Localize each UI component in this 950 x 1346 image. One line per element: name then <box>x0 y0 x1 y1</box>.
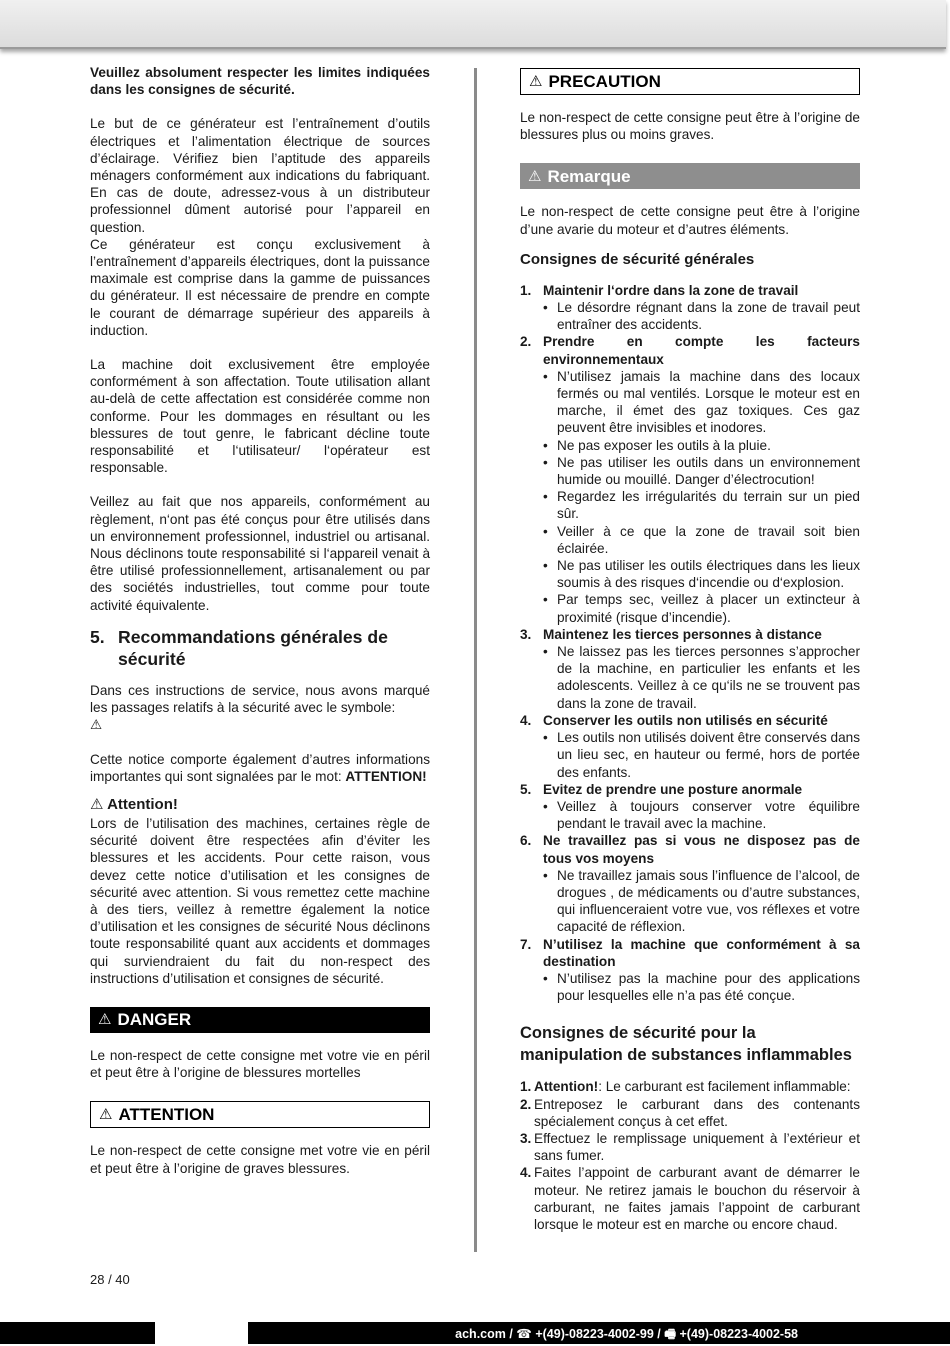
sub-item <box>543 970 860 1004</box>
section-title: Recommandations générales de sécurité <box>118 626 388 669</box>
list-number: 1. <box>520 282 532 298</box>
flammable-text <box>534 1078 860 1095</box>
flammable-text <box>534 1164 860 1233</box>
flammable-item <box>520 1078 860 1095</box>
sub-item-text: N’utilisez pas la machine pour des applications pour lesquelles elle n’a pas été conçue. <box>557 970 860 1004</box>
list-number: 4. <box>520 712 532 728</box>
warning-icon: ⚠ <box>528 167 542 185</box>
bullet-icon: • <box>543 523 548 539</box>
warning-symbol-icon: ⚠ <box>90 717 103 733</box>
flammable-body: : Le carburant est facilement inflammable: <box>598 1079 851 1095</box>
list-number: 7. <box>520 936 532 952</box>
warning-icon: ⚠ <box>90 795 108 813</box>
danger-label: DANGER <box>117 1010 192 1030</box>
warning-icon: ⚠ <box>529 72 543 90</box>
footer-contact: ach.com / ☎ +(49)-08223-4002-99 / 🖷 +(49)-08223-4002-58 <box>455 1327 798 1341</box>
bullet-icon: • <box>543 970 548 986</box>
sub-item <box>543 729 860 781</box>
list-item <box>520 712 860 781</box>
sub-item <box>543 368 860 437</box>
bullet-icon: • <box>543 300 548 316</box>
flammable-bold: Attention! <box>534 1079 599 1095</box>
section-heading <box>90 626 430 670</box>
list-number: 6. <box>520 833 532 849</box>
list-number: 5. <box>520 781 532 797</box>
danger-text: Le non-respect de cette consigne met votre vie en péril et peut être à l’origine de blessures mortelles <box>90 1047 430 1081</box>
list-item-title: N’utilisez la machine que conformément à sa destination <box>543 936 860 969</box>
sub-item-text: Les outils non utilisés doivent être conservés dans un lieu sec, en hauteur ou fermé, hors de portée des enfants. <box>557 730 861 780</box>
sub-item <box>543 488 860 522</box>
sub-item-text: Le désordre régnant dans la zone de travail peut entraîner des accidents. <box>557 300 860 333</box>
danger-box <box>90 1007 430 1033</box>
flammable-title: Consignes de sécurité pour la manipulation de substances inflammables <box>520 1024 852 1065</box>
bullet-icon: • <box>543 730 548 746</box>
sub-item-text: Ne pas utiliser les outils dans un environnement humide ou mouillé. Danger d’électrocution! <box>557 454 860 488</box>
list-number: 3. <box>520 626 532 642</box>
section-number: 5. <box>90 626 105 647</box>
attention-text: Le non-respect de cette consigne met votre vie en péril et peut être à l’origine de graves blessures. <box>90 1143 430 1176</box>
list-item-title: Maintenez les tierces personnes à distance <box>543 626 822 642</box>
general-title: Consignes de sécurité générales <box>520 250 755 268</box>
remarque-label: Remarque <box>547 166 631 186</box>
attention-label: ATTENTION <box>118 1105 215 1125</box>
flammable-body: Effectuez le remplissage uniquement à l’extérieur et sans fumer. <box>534 1130 860 1164</box>
list-item-title: Ne travaillez pas si vous ne disposez pas de tous vos moyens <box>543 833 860 866</box>
sub-item <box>543 643 860 712</box>
list-item-title: Maintenir l‘ordre dans la zone de travail <box>543 282 799 298</box>
left-column <box>90 64 430 1177</box>
flammable-number: 1. <box>520 1079 532 1095</box>
flammable-item <box>520 1130 860 1164</box>
bullet-icon: • <box>543 368 548 384</box>
sub-item-text: Ne travaillez jamais sous l’influence de l’alcool, de drogues , de médicaments ou d’autre substances, qui influenceraient votre vue, vos réflexes et votre capacité de réflexion. <box>557 867 860 935</box>
precaution-box <box>520 68 860 95</box>
sub-item <box>543 437 860 454</box>
paragraph-symbol: Dans ces instructions de service, nous avons marqué les passages relatifs à la sécurité avec le symbole: <box>90 682 430 716</box>
bullet-icon: • <box>543 592 548 608</box>
attention-title: Attention! <box>107 795 178 813</box>
flammable-number: 2. <box>520 1096 532 1112</box>
intro-bold: Veuillez absolument respecter les limites indiquées dans les consignes de sécurité. <box>90 65 430 98</box>
list-item <box>520 626 860 712</box>
paragraph-purpose: Le but de ce générateur est l’entraînement d’outils électriques et l’alimentation électrique de sources d’éclairage. Vérifiez bien l’aptitude des appareils ménagers conformément aux indications du fabriquant. En cas de doute, adressez-vous à un distributeur professionnel dûment autorisé pour l’appareil en question. <box>90 116 430 235</box>
flammable-item <box>520 1164 860 1233</box>
sub-item <box>543 454 860 488</box>
bullet-icon: • <box>543 867 548 883</box>
paragraph-attention-word <box>90 751 430 785</box>
list-item <box>520 781 860 833</box>
flammable-body: Entreposez le carburant dans des contenants spécialement conçus à cet effet. <box>534 1096 860 1129</box>
list-item <box>520 936 860 1005</box>
list-item <box>520 333 860 625</box>
flammable-item <box>520 1096 860 1130</box>
attention-box <box>90 1101 430 1128</box>
list-item-title: Prendre en compte les facteurs environnementaux <box>543 334 860 367</box>
bullet-icon: • <box>543 644 548 660</box>
bullet-icon: • <box>543 798 548 814</box>
bullet-icon: • <box>543 489 548 505</box>
flammable-list <box>520 1078 860 1233</box>
flammable-text <box>534 1096 860 1130</box>
attention-word-text: Cette notice comporte également d’autres informations importantes qui sont signalées par le mot: <box>90 751 430 784</box>
footer-gap <box>155 1322 248 1344</box>
sub-item-text: Regardez les irrégularités du terrain sur un pied sûr. <box>557 489 860 522</box>
sub-item-text: Par temps sec, veillez à placer un extincteur à proximité (risque d’incendie). <box>557 592 860 625</box>
warning-icon: ⚠ <box>98 1011 112 1029</box>
warning-icon: ⚠ <box>99 1106 113 1124</box>
page-number: 28 / 40 <box>90 1272 130 1287</box>
paragraph-professional: Veillez au fait que nos appareils, conformément au règlement, n‘ont pas été conçus pour être utilisés dans un environnement professionnel, industriel ou artisanal. Nous déclinons toute responsabilité si l‘appareil venait à être utilisé professionnellement, artisanalement ou par des sociétés industrielles, tout comme pour toute activité équivalente. <box>90 494 430 613</box>
list-item-title: Evitez de prendre une posture anormale <box>543 781 803 797</box>
header-bar <box>0 0 946 49</box>
remarque-box <box>520 163 860 189</box>
bullet-icon: • <box>543 558 548 574</box>
bullet-icon: • <box>543 454 548 470</box>
list-item <box>520 832 860 935</box>
sub-item <box>543 591 860 625</box>
right-column <box>520 64 860 1233</box>
sub-item <box>543 299 860 333</box>
precaution-label: PRECAUTION <box>548 71 661 91</box>
sub-item-text: Ne pas exposer les outils à la pluie. <box>557 437 771 453</box>
attention-heading <box>90 795 430 815</box>
sub-item-text: Ne pas utiliser les outils électriques dans les lieux soumis à des risques d‘incendie ou d‘explosion. <box>557 558 860 591</box>
paragraph-design: Ce générateur est conçu exclusivement à l’entraînement d’appareils électriques, dont la puissance maximale est comprise dans la gamme de puissances du générateur. Il est nécessaire de prendre en compte le courant de démarrage supérieur des appareils à induction. <box>90 236 430 338</box>
sub-item-text: Ne laissez pas les tierces personnes s’approcher de la machine, en particulier les enfants et les adolescents. Veillez à ce qu‘ils ne se trouvent pas dans la zone de travail. <box>557 644 860 711</box>
paragraph-usage: La machine doit exclusivement être employée conformément à son affectation. Toute utilisation allant au-delà de cette affectation est considérée comme non conforme. Pour les dommages en résultant ou les blessures de tout genre, le fabricant décline toute responsabilité et l‘utilisateur/ l‘opérateur est responsable. <box>90 357 430 476</box>
footer-bar <box>0 1322 950 1344</box>
sub-item <box>543 557 860 591</box>
flammable-number: 3. <box>520 1130 532 1146</box>
sub-item-text: Veillez à toujours conserver votre équilibre pendant le travail avec la machine. <box>557 798 860 832</box>
list-item <box>520 282 860 334</box>
bullet-icon: • <box>543 437 548 453</box>
sub-item <box>543 798 860 832</box>
flammable-text <box>534 1130 860 1164</box>
list-number: 2. <box>520 334 532 350</box>
column-divider <box>474 68 477 1252</box>
flammable-body: Faites l’appoint de carburant avant de démarrer le moteur. Ne retirez jamais le bouchon du réservoir à carburant, ne faites jamais l’appoint de carburant lorsque le moteur est en marche ou encore chaud. <box>534 1165 860 1232</box>
sub-item <box>543 523 860 557</box>
paragraph-safety: Lors de l’utilisation des machines, certaines règle de sécurité doivent être respectées afin d’éviter les blessures et les accidents. Pour cette raison, vous devez cette notice d’utilisation et les consignes de sécurité avec attention. Si vous remettez cette machine à des tiers, veillez à remettre également la notice d’utilisation et les consignes de sécurité Nous déclinons toute responsabilité quant aux accidents et dommages qui surviendraient du fait du non-respect des instructions d’utilisation et consignes de sécurité. <box>90 815 430 986</box>
flammable-number: 4. <box>520 1165 532 1181</box>
precaution-text: Le non-respect de cette consigne peut être à l’origine de blessures plus ou moins graves. <box>520 110 860 143</box>
sub-item-text: Veiller à ce que la zone de travail soit bien éclairée. <box>557 523 860 556</box>
general-safety-list <box>520 282 860 1005</box>
list-item-title: Conserver les outils non utilisés en sécurité <box>543 712 828 728</box>
remarque-text: Le non-respect de cette consigne peut être à l’origine d’une avarie du moteur et d’autres éléments. <box>520 204 860 237</box>
attention-word: ATTENTION! <box>345 768 427 784</box>
sub-item-text: N’utilisez jamais la machine dans des locaux fermés ou mal ventilés. Lorsque le moteur est en marche, il émet des gaz toxiques. Ces gaz peuvent être invisibles et inodores. <box>557 368 860 436</box>
sub-item <box>543 867 860 936</box>
